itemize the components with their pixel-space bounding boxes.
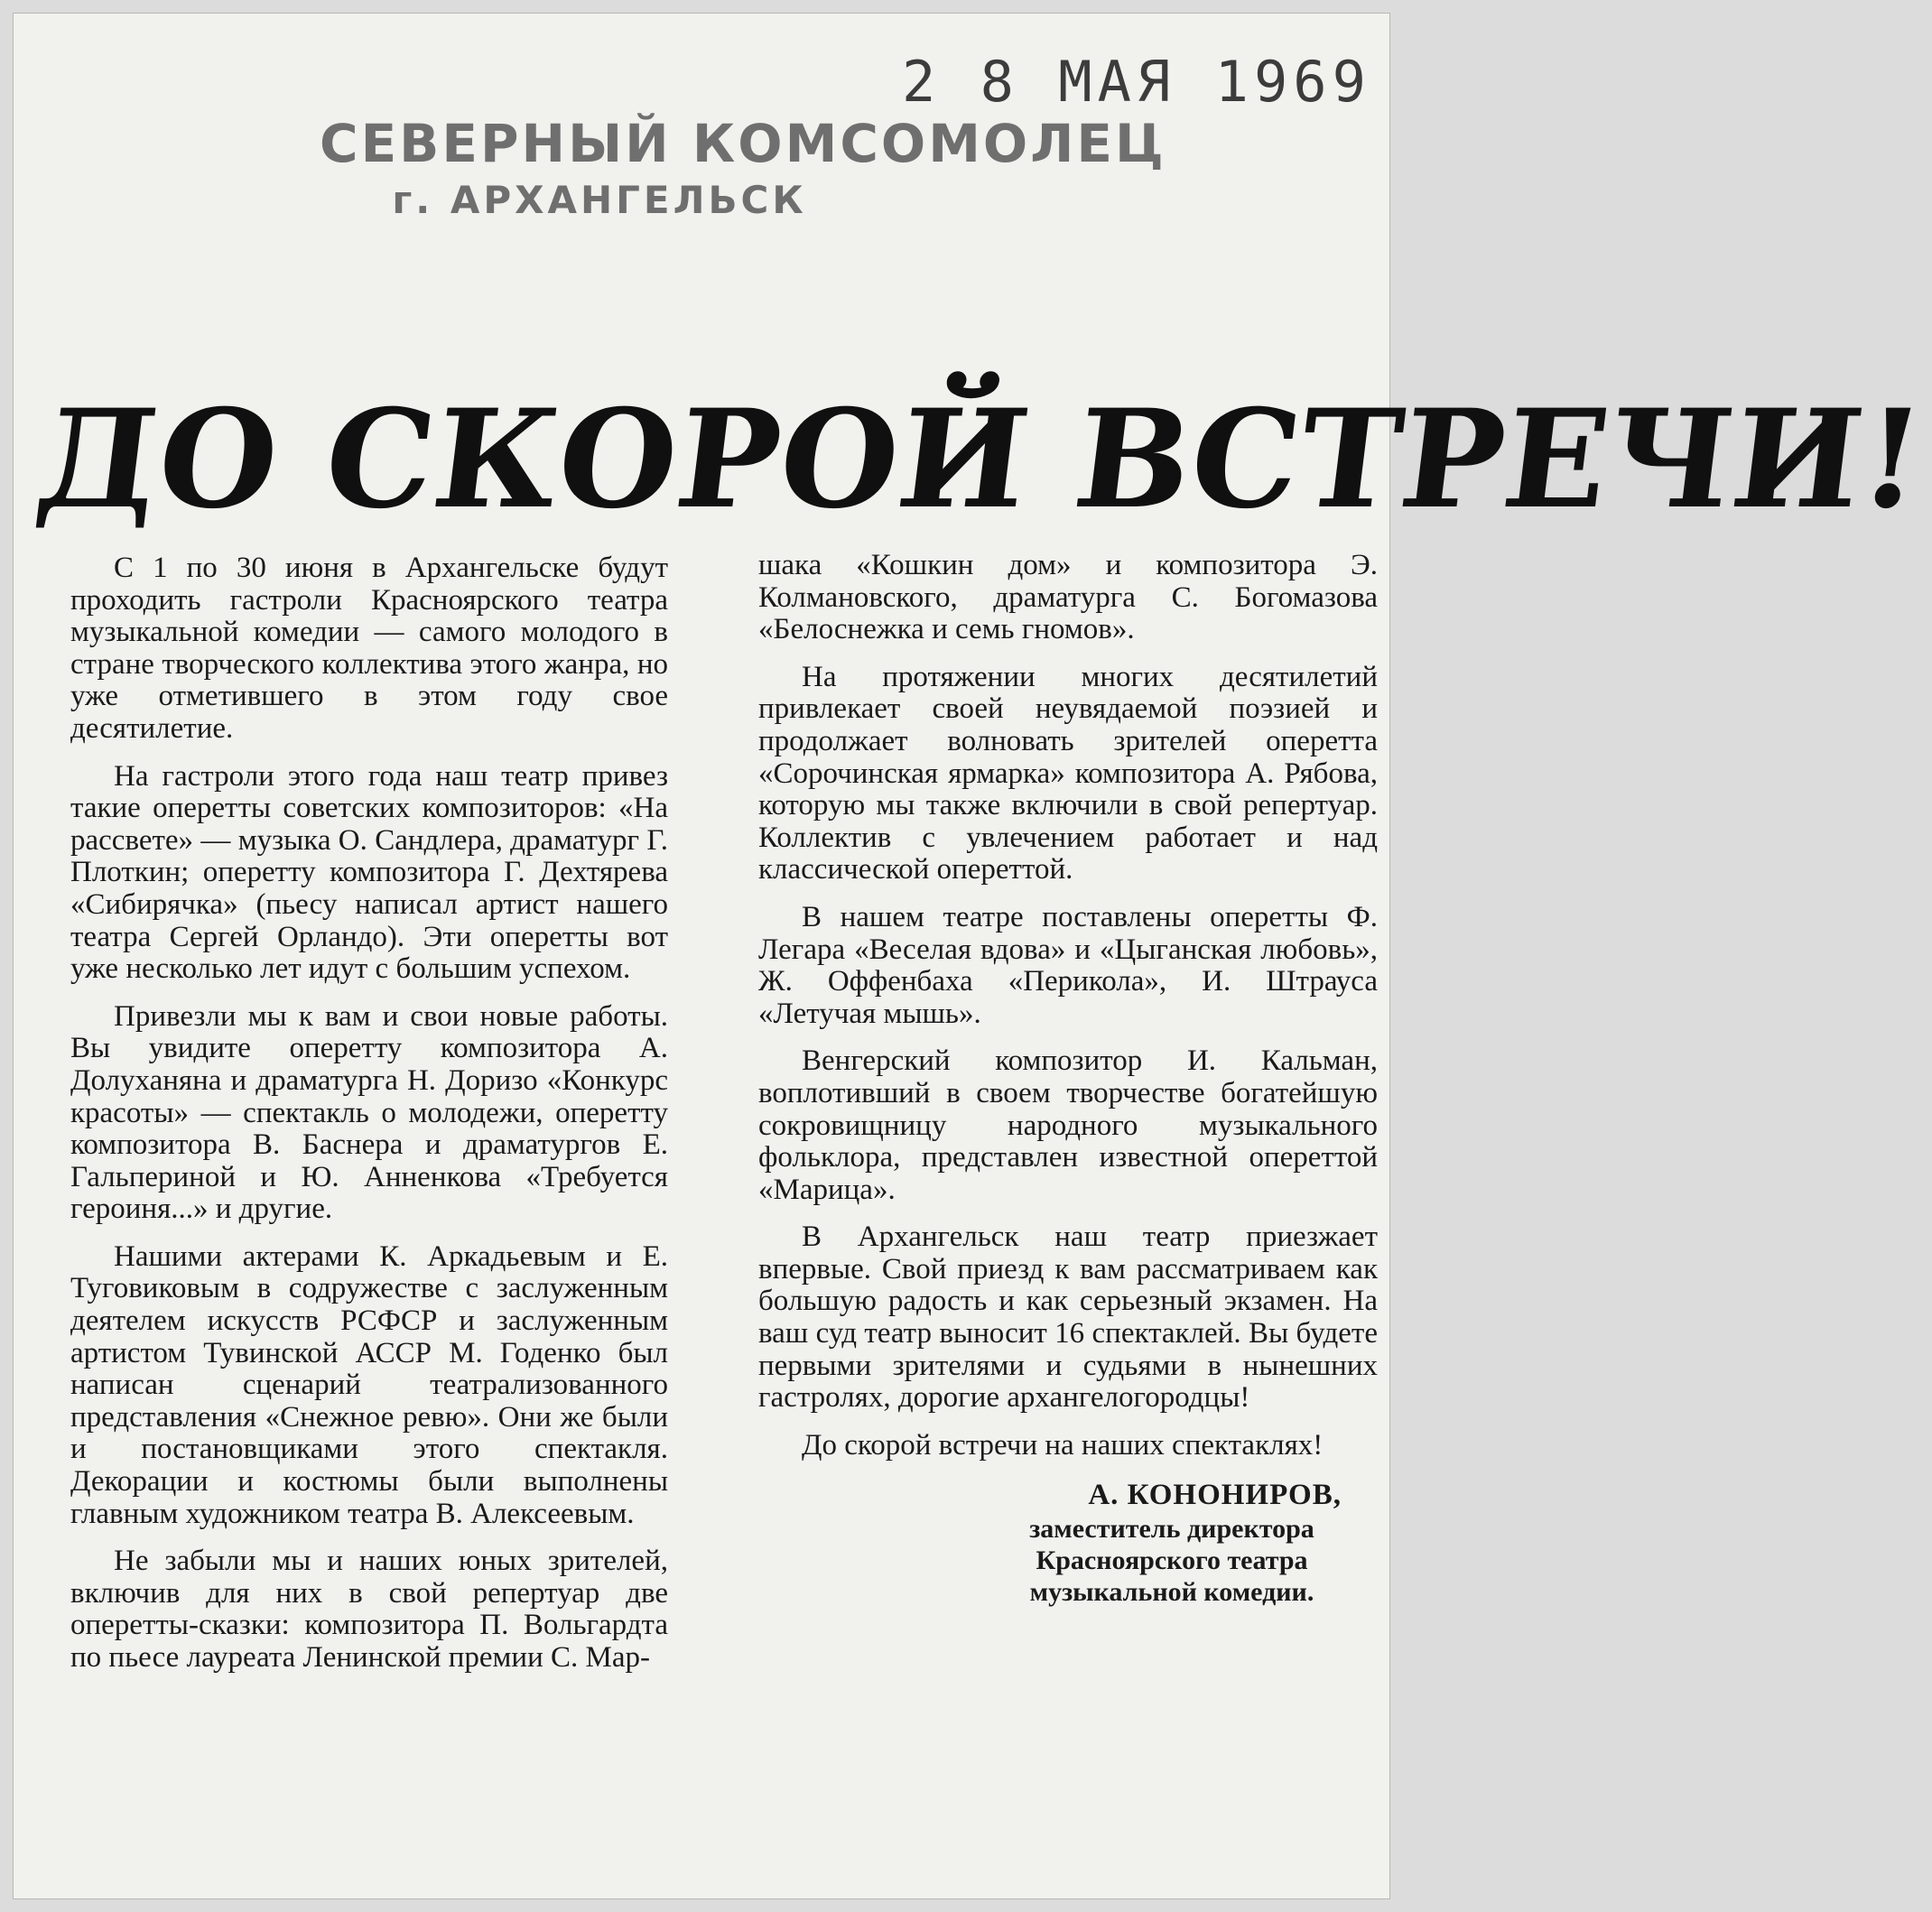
paragraph: В Архангельск наш театр приезжает впервые. Свой приезд к вам рассматриваем как большую радость и как серьезный экзамен. На ваш суд театр выносит 16 спектаклей. Вы будете первыми зрителями и судьями в нынешних гастролях, дорогие архангелогородцы! <box>758 1221 1378 1415</box>
date-stamp: 2 8 МАЯ 1969 <box>902 49 1371 115</box>
paragraph: Нашими актерами К. Аркадьевым и Е. Туговиковым в содружестве с заслуженным деятелем искусств РСФСР и заслуженным артистом Тувинской АССР М. Годенко был написан сценарий театрализованного представления «Снежное ревю». Они же были и постановщиками этого спектакля. Декорации и костюмы были выполнены главным художником театра В. Алексеевым. <box>70 1239 668 1530</box>
article-headline: ДО СКОРОЙ ВСТРЕЧИ! <box>28 380 1932 539</box>
author-name: А. КОНОНИРОВ, <box>1088 1479 1342 1512</box>
author-organization: Красноярского театра <box>1036 1545 1308 1576</box>
paragraph: На гастроли этого года наш театр привез такие оперетты советских композиторов: «На рассвете» — музыка О. Сандлера, драматург Г. Плоткин; оперетту композитора Г. Дехтярева «Сибирячка» (пьесу написал артист нашего театра Сергей Орландо). Эти оперетты вот уже несколько лет идут с большим успехом. <box>70 759 668 986</box>
article-column-left <box>70 552 668 1690</box>
paragraph: Венгерский композитор И. Кальман, воплотивший в своем творчестве богатейшую сокровищницу народного музыкального фольклора, представлен известной опереттой «Марица». <box>758 1044 1378 1206</box>
paragraph: На протяжении многих десятилетий привлекает своей неувядаемой поэзией и продолжает волновать зрителей оперетта «Сорочинская ярмарка» композитора А. Рябова, которую мы также включили в свой репертуар. Коллектив с увлечением работает и над классической опереттой. <box>758 660 1378 886</box>
newspaper-clipping <box>13 13 1932 1899</box>
article-column-right <box>758 550 1378 1608</box>
paragraph: Привезли мы к вам и свои новые работы. Вы увидите оперетту композитора А. Долуханяна и драматурга Н. Доризо «Конкурс красоты» — спектакль о молодежи, оперетту композитора В. Баснера и драматургов Е. Гальпериной и Ю. Анненкова «Требуется героиня...» и другие. <box>70 999 668 1226</box>
author-position: заместитель директора <box>1029 1514 1314 1545</box>
paragraph: Не забыли мы и наших юных зрителей, включив для них в свой репертуар две оперетты-сказки: композитора П. Вольгардта по пьесе лауреата Ленинской премии С. Мар- <box>70 1545 668 1674</box>
paragraph-continued: шака «Кошкин дом» и композитора Э. Колмановского, драматурга С. Богомазова «Белоснежка и семь гномов». <box>758 549 1378 646</box>
paragraph: До скорой встречи на наших спектаклях! <box>802 1428 1324 1462</box>
paragraph: С 1 по 30 июня в Архангельске будут проходить гастроли Красноярского театра музыкальной комедии — самого молодого в стране творческого коллектива этого жанра, но уже отметившего в этом году свое десятилетие. <box>70 552 668 745</box>
publication-stamp <box>320 112 1166 226</box>
paragraph: В нашем театре поставлены оперетты Ф. Легара «Веселая вдова» и «Цыганская любовь», Ж. Оффенбаха «Перикола», И. Штрауса «Летучая мышь». <box>758 900 1378 1030</box>
publication-city: г. АРХАНГЕЛЬСК <box>392 178 807 222</box>
author-signature <box>758 1477 1378 1608</box>
publication-name: СЕВЕРНЫЙ КОМСОМОЛЕЦ <box>320 113 1166 174</box>
author-organization-type: музыкальной комедии. <box>1029 1577 1314 1608</box>
